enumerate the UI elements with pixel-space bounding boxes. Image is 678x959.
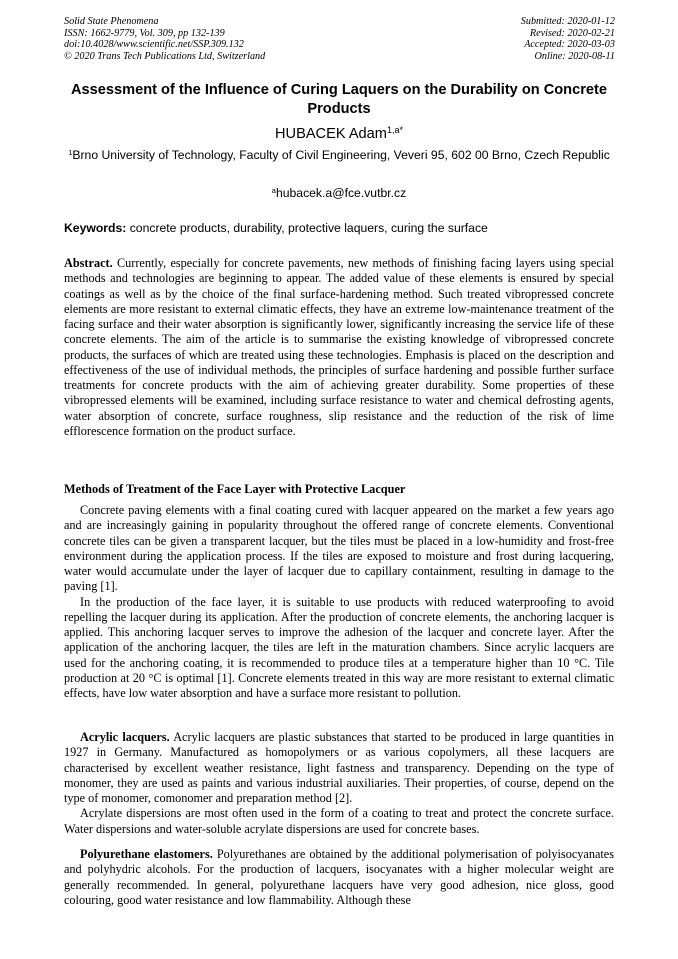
author-name: HUBACEK Adam xyxy=(275,126,387,142)
revised-date: Revised: 2020-02-21 xyxy=(529,27,615,39)
affiliation-superscript: 1 xyxy=(68,148,73,157)
polyurethane-section xyxy=(64,847,614,908)
author-superscript: 1,a* xyxy=(386,125,403,135)
section-heading: Methods of Treatment of the Face Layer with Protective Lacquer xyxy=(64,482,406,496)
paragraph: In the production of the face layer, it is suitable to use products with reduced waterproofing to avoid repelling the lacquer during its application. After the production of concrete elements, the anchoring lacquer is applied. This anchoring lacquer serves to improve the adhesion of the lacquer and concrete layer. After the application of the anchoring lacquer, the tiles are left in the maturation chambers. Since acrylic lacquers are used for the anchoring coating, it is recommended to produce tiles at a temperature higher than 10 °C. Tile production at 20 °C is optimal [1]. Concrete elements treated in this way are more resistant to external climatic effects, have low water absorption and have a surface more resistant to pollution. xyxy=(64,594,614,700)
polyurethane-label: Polyurethane elastomers. xyxy=(80,847,213,861)
accepted-date: Accepted: 2020-03-03 xyxy=(524,39,615,51)
acrylic-text: Acrylic lacquers are plastic substances that started to be produced in large quantities in 1927 in Germany. Manufactured as homopolymers or as various copolymers, all these lacquers are characterised by excellent weather resistance, light fastness and transparency. Depending on the type of monomer, they are used as paints and various industrial auxiliaries. Their properties, of course, depend on the type of monomer, comonomer and preparation method [2]. xyxy=(64,730,614,805)
paragraph: Concrete paving elements with a final coating cured with lacquer appeared on the market a few years ago and are increasingly gaining in popularity throughout the offered range of concrete elements. Conventional concrete tiles can be given a transparent lacquer, but the tiles must be placed in a low-humidity and frost-free environment during the application process. If the tiles are exposed to moisture and frost during lacquering, water would accumulate under the layer of lacquer due to capillary containment, resulting in damage to the paving [1]. xyxy=(64,503,614,594)
email-text: hubacek.a@fce.vutbr.cz xyxy=(275,186,407,200)
acrylic-label: Acrylic lacquers. xyxy=(80,730,170,744)
section-paragraphs xyxy=(64,503,614,701)
keywords xyxy=(64,221,616,237)
issn-line: ISSN: 1662-9779, Vol. 309, pp 132-139 xyxy=(64,27,225,39)
keywords-label: Keywords: xyxy=(64,221,127,235)
affiliation-text: Brno University of Technology, Faculty of Civil Engineering, Veveri 95, 602 00 Brno, Czech Republic xyxy=(72,148,610,162)
email-superscript: a xyxy=(271,186,276,195)
journal-info xyxy=(64,16,265,62)
copyright-line: © 2020 Trans Tech Publications Ltd, Switzerland xyxy=(64,50,266,62)
affiliation xyxy=(64,148,614,164)
publication-dates xyxy=(521,16,615,62)
abstract-label: Abstract. xyxy=(64,256,113,270)
paper-title: Assessment of the Influence of Curing Laquers on the Durability on Concrete Products xyxy=(71,82,607,117)
online-date: Online: 2020-08-11 xyxy=(534,50,615,62)
polyurethane-text: Polyurethanes are obtained by the additional polymerisation of polyisocyanates and polyhydric alcohols. For the production of lacquers, isocyanates with a higher molecular weight are generally recommended. In general, polyurethane lacquers have very good adhesion, nice gloss, good colouring, good water resistance and low flammability. Although these xyxy=(64,847,614,907)
author-email xyxy=(64,186,614,202)
journal-name: Solid State Phenomena xyxy=(64,16,159,27)
author xyxy=(64,125,614,143)
acrylic-lacquers-section xyxy=(64,730,614,837)
doi-line: doi:10.4028/www.scientific.net/SSP.309.132 xyxy=(64,39,244,51)
abstract-text: Currently, especially for concrete pavements, new methods of finishing facing layers using special methods and technologies are beginning to appear. The added value of these elements is ensured by special coatings as well as by the choice of the final surface-hardening method. Such treated vibropressed concrete elements are more resistant to external climatic effects, they have an extreme low-maintenance treatment of the facing surface and their water absorption is significantly lower, significantly increasing the service life of these concrete elements. The aim of the article is to summarise the existing knowledge of vibropressed concrete products, the surfaces of which are treated using these technologies. Emphasis is placed on the description and effectiveness of the use of individual methods, the principles of surface hardening and possible further surface treatments for concrete products with the aim of achieving greater durability. Some properties of these vibropressed elements will be examined, including surface resistance to water and chemical defrosting agents, water absorption of concrete, surface roughness, slip resistance and the reduction of the risk of lime efflorescence formation on the product surface. xyxy=(64,256,614,438)
keywords-text: concrete products, durability, protective laquers, curing the surface xyxy=(126,221,488,235)
abstract xyxy=(64,256,614,439)
submitted-date: Submitted: 2020-01-12 xyxy=(520,16,615,27)
paragraph: Acrylate dispersions are most often used in the form of a coating to treat and protect the concrete surface. Water dispersions and water-soluble acrylate dispersions are used for concrete bases. xyxy=(64,806,614,836)
